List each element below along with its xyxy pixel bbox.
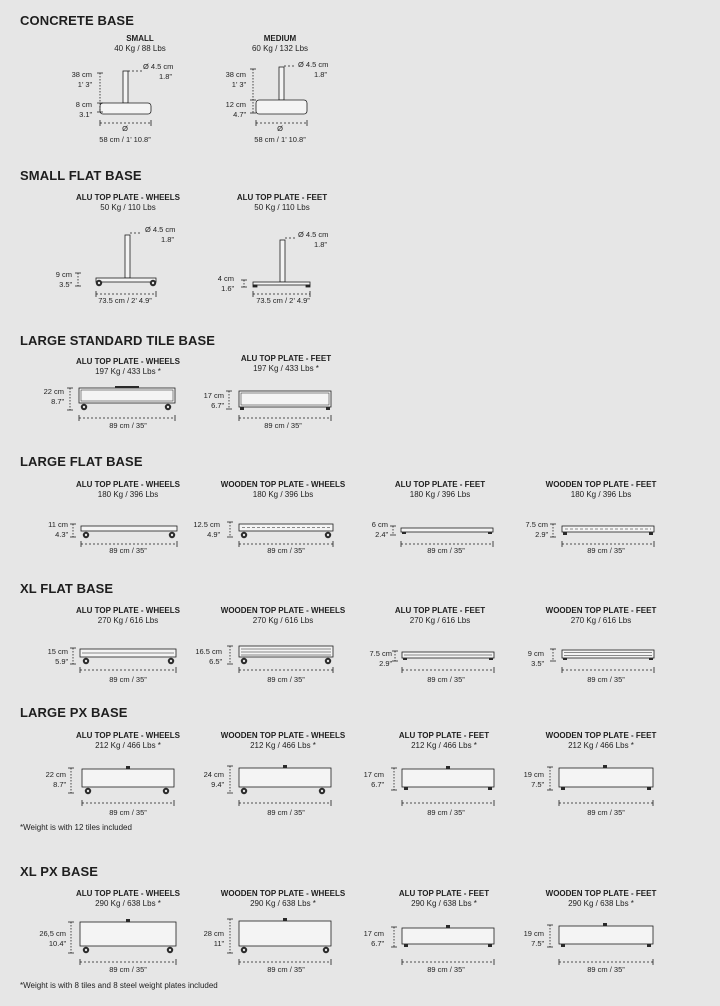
dim-height: 19 cm 7.5” (523, 770, 544, 789)
dim-width: 73.5 cm / 2’ 4.9” (98, 296, 152, 305)
dim-width: 89 cm / 35” (109, 808, 147, 817)
drawing-large-px-wood-feet (547, 765, 653, 806)
dim-height: 17 cm 6.7” (363, 929, 384, 948)
product-weight: 212 Kg / 466 Lbs * (95, 741, 161, 750)
product-name: MEDIUM (263, 34, 297, 43)
product-weight: 197 Kg / 433 Lbs * (253, 364, 319, 373)
product-weight: 197 Kg / 433 Lbs * (95, 367, 161, 376)
dim-width: 89 cm / 35” (267, 546, 305, 555)
dim-height: 16.5 cm 6.5” (195, 647, 222, 666)
dim-width: 89 cm / 35” (427, 546, 465, 555)
drawing-xl-px-alu-wheels (68, 919, 176, 965)
section-title-xl-flat: XL FLAT BASE (20, 581, 114, 596)
product-weight: 290 Kg / 638 Lbs * (95, 899, 161, 908)
dim-height: 7.5 cm 2.9” (369, 649, 392, 668)
dim-width: 89 cm / 35” (587, 546, 625, 555)
drawing-concrete-medium (250, 66, 307, 126)
dim-width: 58 cm / 1’ 10.8” (99, 135, 151, 144)
product-name: WOODEN TOP PLATE - FEET (545, 889, 657, 898)
product-weight: 50 Kg / 110 Lbs (254, 203, 310, 212)
dim-pole-diameter: Ø 4.5 cm 1.8” (298, 60, 329, 79)
product-weight: 180 Kg / 396 Lbs (252, 490, 314, 499)
drawing-large-flat-wood-wheels (227, 522, 333, 547)
dim-width: 89 cm / 35” (587, 675, 625, 684)
product-weight: 290 Kg / 638 Lbs * (568, 899, 634, 908)
section-title-large-flat: LARGE FLAT BASE (20, 454, 143, 469)
product-name: ALU TOP PLATE - FEET (394, 480, 486, 489)
product-name: SMALL (126, 34, 154, 43)
dim-height: 9 cm 3.5” (527, 649, 544, 668)
dim-diameter-symbol: Ø (277, 124, 283, 133)
dim-height: 38 cm 1’ 3” (71, 70, 92, 89)
drawing-xl-flat-alu-feet (392, 651, 494, 673)
dim-pole-diameter: Ø 4.5 cm 1.8” (145, 225, 176, 244)
drawing-xl-flat-alu-wheels (70, 648, 176, 673)
product-name: WOODEN TOP PLATE - FEET (545, 731, 657, 740)
product-name: WOODEN TOP PLATE - FEET (545, 606, 657, 615)
dim-diameter-symbol: Ø (122, 124, 128, 133)
product-weight: 60 Kg / 132 Lbs (251, 44, 309, 53)
product-weight: 180 Kg / 396 Lbs (570, 490, 632, 499)
dim-width: 89 cm / 35” (109, 421, 147, 430)
product-name: ALU TOP PLATE - FEET (398, 731, 490, 740)
drawing-xl-flat-wood-feet (550, 649, 654, 673)
drawing-large-px-alu-wheels (68, 766, 174, 806)
section-title-concrete: CONCRETE BASE (20, 13, 134, 28)
drawing-xl-px-wood-wheels (227, 918, 331, 965)
dim-width: 89 cm / 35” (267, 808, 305, 817)
drawing-large-tile-feet (226, 391, 331, 421)
dim-height: 28 cm 11” (203, 929, 224, 948)
section-title-large-tile: LARGE STANDARD TILE BASE (20, 333, 215, 348)
dim-width: 89 cm / 35” (109, 546, 147, 555)
section-title-xl-px: XL PX BASE (20, 864, 99, 879)
dim-height: 17 cm 6.7” (363, 770, 384, 789)
dim-width: 89 cm / 35” (427, 675, 465, 684)
dim-height: 4 cm 1.6” (217, 274, 234, 293)
dim-height: 12.5 cm 4.9” (193, 520, 220, 539)
dim-width: 89 cm / 35” (587, 965, 625, 974)
product-name: ALU TOP PLATE - WHEELS (75, 480, 180, 489)
dim-pole-diameter: Ø 4.5 cm 1.8” (298, 230, 329, 249)
product-weight: 270 Kg / 616 Lbs (409, 616, 471, 625)
drawing-small-flat-feet (241, 238, 310, 297)
dim-width: 89 cm / 35” (427, 965, 465, 974)
dim-width: 89 cm / 35” (267, 965, 305, 974)
dim-height: 24 cm 9.4” (203, 770, 224, 789)
product-name: ALU TOP PLATE - FEET (398, 889, 490, 898)
dim-height: 26,5 cm 10.4” (39, 929, 66, 948)
drawing-large-flat-alu-wheels (70, 524, 177, 547)
product-name: ALU TOP PLATE - FEET (240, 354, 332, 363)
product-name: ALU TOP PLATE - WHEELS (75, 889, 180, 898)
dim-width: 89 cm / 35” (427, 808, 465, 817)
dim-width: 73.5 cm / 2’ 4.9” (256, 296, 310, 305)
drawing-large-flat-wood-feet (550, 524, 654, 547)
drawing-concrete-small (97, 71, 151, 126)
weight-footnote: *Weight is with 8 tiles and 8 steel weight plates included (20, 981, 218, 990)
product-weight: 212 Kg / 466 Lbs * (411, 741, 477, 750)
product-weight: 180 Kg / 396 Lbs (97, 490, 159, 499)
product-name: ALU TOP PLATE - FEET (394, 606, 486, 615)
drawing-small-flat-wheels (75, 233, 156, 297)
dim-height: 6 cm 2.4” (371, 520, 388, 539)
dim-height: 11 cm 4.3” (48, 520, 68, 539)
product-name: ALU TOP PLATE - WHEELS (75, 731, 180, 740)
dim-width: 89 cm / 35” (264, 421, 302, 430)
product-weight: 40 Kg / 88 Lbs (114, 44, 166, 53)
dim-width: 58 cm / 1’ 10.8” (254, 135, 306, 144)
dim-width: 89 cm / 35” (267, 675, 305, 684)
drawing-large-px-wood-wheels (227, 765, 331, 806)
drawing-large-tile-wheels (67, 386, 175, 421)
product-weight: 290 Kg / 638 Lbs * (250, 899, 316, 908)
dim-width: 89 cm / 35” (109, 965, 147, 974)
product-name: WOODEN TOP PLATE - WHEELS (220, 889, 346, 898)
dim-base-height: 8 cm 3.1” (75, 100, 92, 119)
product-weight: 50 Kg / 110 Lbs (100, 203, 156, 212)
product-weight: 212 Kg / 466 Lbs * (250, 741, 316, 750)
product-weight: 212 Kg / 466 Lbs * (568, 741, 634, 750)
dim-height: 22 cm 8.7” (45, 770, 66, 789)
dim-height: 17 cm 6.7” (203, 391, 224, 410)
product-name: ALU TOP PLATE - WHEELS (75, 606, 180, 615)
product-weight: 290 Kg / 638 Lbs * (411, 899, 477, 908)
product-name: ALU TOP PLATE - WHEELS (75, 193, 180, 202)
section-title-large-px: LARGE PX BASE (20, 705, 128, 720)
product-name: WOODEN TOP PLATE - FEET (545, 480, 657, 489)
product-weight: 270 Kg / 616 Lbs (570, 616, 632, 625)
dim-height: 22 cm 8.7” (43, 387, 64, 406)
product-weight: 180 Kg / 396 Lbs (409, 490, 471, 499)
dim-height: 19 cm 7.5” (523, 929, 544, 948)
dim-base-height: 12 cm 4.7” (225, 100, 246, 119)
drawing-xl-px-alu-feet (391, 925, 494, 965)
dim-width: 89 cm / 35” (587, 808, 625, 817)
dim-width: 89 cm / 35” (109, 675, 147, 684)
product-weight: 270 Kg / 616 Lbs (252, 616, 314, 625)
product-name: ALU TOP PLATE - WHEELS (75, 357, 180, 366)
drawing-xl-flat-wood-wheels (227, 646, 333, 673)
product-name: ALU TOP PLATE - FEET (236, 193, 328, 202)
weight-footnote: *Weight is with 12 tiles included (20, 823, 132, 832)
dim-pole-diameter: Ø 4.5 cm 1.8” (143, 62, 174, 81)
product-name: WOODEN TOP PLATE - WHEELS (220, 480, 346, 489)
product-name: WOODEN TOP PLATE - WHEELS (220, 606, 346, 615)
section-title-small-flat: SMALL FLAT BASE (20, 168, 142, 183)
drawing-xl-px-wood-feet (547, 923, 653, 965)
dim-height: 38 cm 1’ 3” (225, 70, 246, 89)
dim-height: 15 cm 5.9” (47, 647, 68, 666)
product-weight: 270 Kg / 616 Lbs (97, 616, 159, 625)
dim-height: 9 cm 3.5” (55, 270, 72, 289)
drawing-large-px-alu-feet (391, 766, 494, 806)
drawing-large-flat-alu-feet (390, 526, 493, 547)
dim-height: 7.5 cm 2.9” (525, 520, 548, 539)
product-name: WOODEN TOP PLATE - WHEELS (220, 731, 346, 740)
